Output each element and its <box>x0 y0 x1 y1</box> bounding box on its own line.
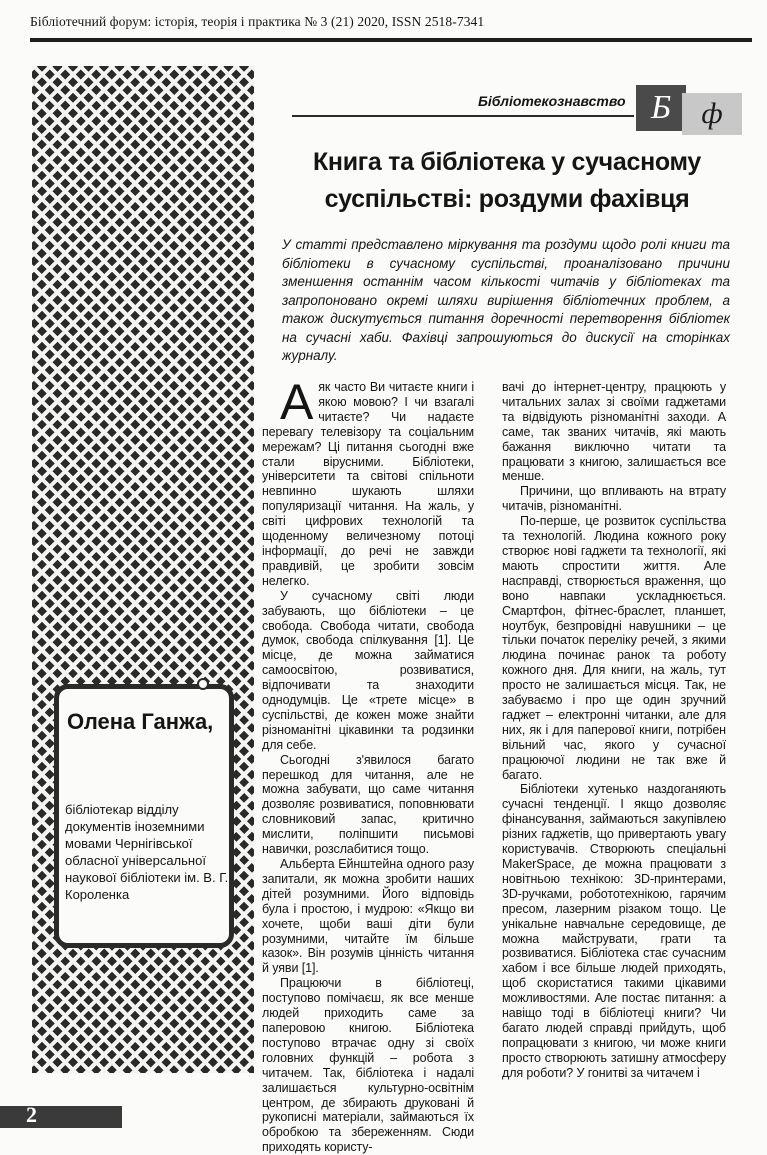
author-affiliation: бібліотекар відділу документів іноземними мовами Чернігівської обласної універсальної наукової бібліотеки ім. В. Г. Короленка <box>65 802 229 902</box>
section-rule <box>292 115 634 117</box>
article-title: Книга та бібліотека у сучасному суспільстві: роздуми фахівця <box>312 148 702 213</box>
paragraph: У сучасному світі люди забувають, що бібліотеки – це свобода. Свобода читати, свобода думок, свобода спілкування [1]. Це місце, де можна займатися самоосвітою, розвиватися, відпочивати та знаходити однодумців. Це «трете місце» в суспільстві, де кожен може знайти різноманітні цікавинки та родзинки для себе. <box>262 588 474 752</box>
author-name: Олена Ганжа, <box>67 709 214 734</box>
body-column-1 <box>262 374 474 1155</box>
author-card <box>54 684 234 948</box>
page-number-bar <box>0 1106 122 1128</box>
card-pin-icon <box>197 678 209 690</box>
body-column-2 <box>502 380 726 1080</box>
paragraph: Бібліотеки хутенько наздоганяють сучасні тенденції. І якщо дозволяє фінансування, займаються закупівлею різних гаджетів, що привертають увагу користувачів. Створюють спеціальні MakerSpace, де можна працювати з новітньою технікою: 3D-принтерами, 3D-ручками, робототехнікою, гарячим пресом, лазерним різаком тощо. Це унікальне навчальне середовище, де можна майструвати, грати та розвиватися. Бібліотека стає сучасним хабом і все більше людей приходять, щоб скористатися такими цікавими можливостями. Але постає питання: а навіщо тоді в бібліотеці книги? Чи багато людей справді прийдуть, щоб попрацювати з книгою, чи може книги просто створюють затишну атмосферу для роботи? У гонитві за читачем і <box>502 782 726 1080</box>
paragraph: Працюючи в бібліотеці, поступово помічаєш, як все менше людей приходить саме за паперовою книгою. Бібліотека поступово втрачає одну зі своїх головних функцій – робота з читачем. Так, бібліотека і надалі залишається культурно-освітнім центром, де збирають друковані й рукописні матеріали, займаються їх обробкою та збереженням. Сюди приходять користу- <box>262 976 474 1155</box>
journal-logo <box>636 85 746 137</box>
paragraph <box>262 374 474 589</box>
journal-header: Бібліотечний форум: історія, теорія і практика № 3 (21) 2020, ISSN 2518-7341 <box>30 14 485 29</box>
drop-cap: А <box>280 374 314 430</box>
paragraph: По-перше, це розвиток суспільства та технологій. Людина кожного року створює нові гаджети та технології, які мають спростити життя. Але насправді, створюється враження, що воно навпаки ускладнюється. Смартфон, фітнес-браслет, планшет, ноутбук, безпровідні навушники – це тільки початок переліку речей, з якими людина починає ранок та роботу кожного дня. Для книги, на жаль, тут просто не залишається місця. Так, не забуваємо і про ще один зручний гаджет – електронні читанки, але для них, як і для паперової книги, потрібен вільний час, якого у сучасної працюючої людини не так вже й багато. <box>502 514 726 782</box>
paragraph-text: як часто Ви читаєте книги і якою мовою? І чи взагалі читаєте? Чи надаєте перевагу телевізору та соціальним мережам? Ці питання сьогодні вже стали вірусними. Бібліотеки, університети та світові спільноти невпинно шукають шляхи популяризації читання. На жаль, у світі цифрових технологій та щоденному величезному потоці інформації, до речі не завжди правдивій, це зробити зовсім нелегко. <box>262 380 474 588</box>
article-abstract: У статті представлено міркування та роздуми щодо ролі книги та бібліотеки в сучасному суспільстві, проаналізовано причини зменшення останнім часом кількості читачів у бібліотеках та запропоновано окремі шляхи вирішення бібліотечних проблем, а також дискутується питання доречності перетворення бібліотек на сучасні хаби. Фахівці запрошуються до дискусії на сторінках журналу. <box>282 237 730 363</box>
logo-letter-b: Б <box>636 85 686 131</box>
paragraph: Причини, що впливають на втрату читачів, різноманітні. <box>502 484 726 514</box>
page-number: 2 <box>26 1102 37 1127</box>
paragraph: Альберта Ейнштейна одного разу запитали, як можна зробити наших дітей розумними. Його відповідь була і простою, і мудрою: «Якщо ви хочете, щоби ваші діти були розумними, читайте їм більше казок». Він розумів цінність читання й уяви [1]. <box>262 857 474 976</box>
header-rule <box>30 38 752 42</box>
paragraph: вачі до інтернет-центру, працюють у читальних залах зі своїми гаджетами та відвідують різноманітні заходи. А саме, так званих читачів, які мають бажання виключно читати та працювати з книгою, залишається все менше. <box>502 380 726 484</box>
paragraph: Сьогодні з'явилося багато перешкод для читання, але не можна забувати, що саме читання дозволяє розвиватися, поповнювати словниковий запас, критично мислити, поліпшити письмові навички, розслабитися тощо. <box>262 752 474 857</box>
section-label: Бібліотекознавство <box>478 93 626 109</box>
logo-letter-f: ф <box>682 93 742 135</box>
